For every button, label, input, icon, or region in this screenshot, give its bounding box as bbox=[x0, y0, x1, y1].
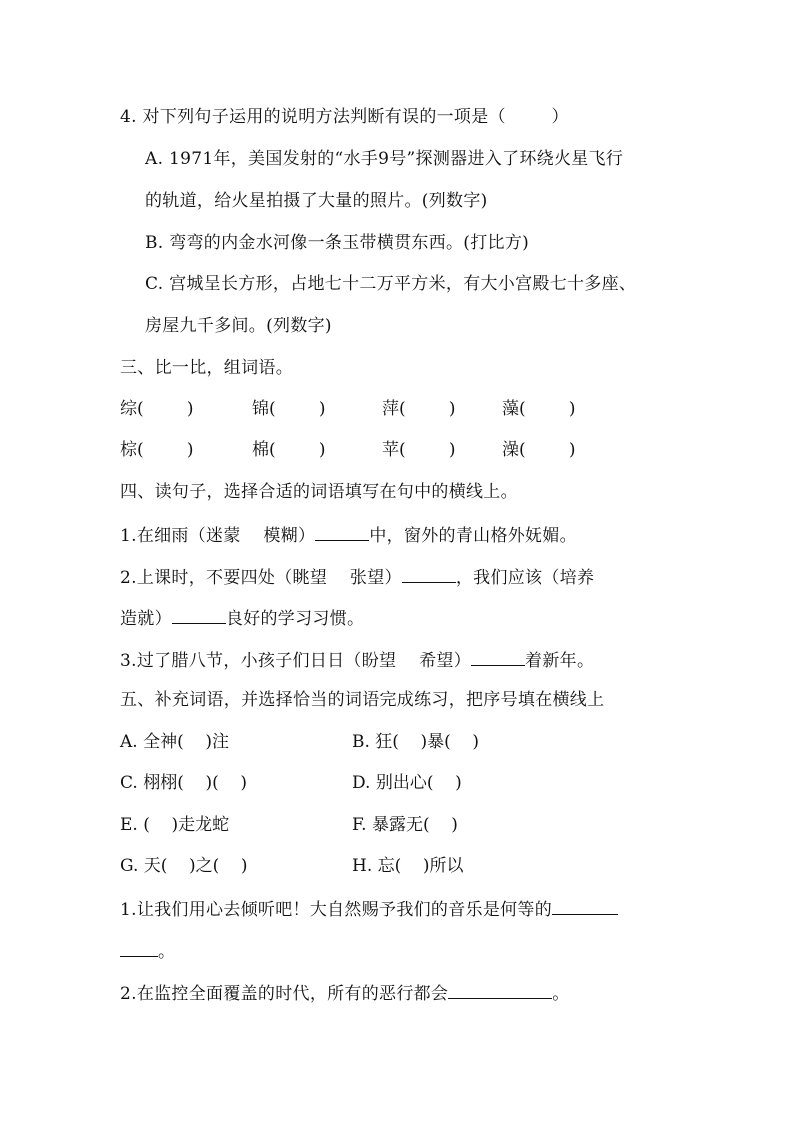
s4-sentence-3-start: 3.过了腊八节，小孩子们日日（盼望 希望） bbox=[120, 651, 472, 671]
s4-sentence-2-start: 2.上课时，不要四处（眺望 张望） bbox=[120, 568, 402, 588]
s5-question-1-end: 。 bbox=[158, 942, 176, 962]
s4-sentence-2-cont-start: 造就） bbox=[120, 609, 172, 629]
s5-question-1 bbox=[120, 897, 618, 921]
s4-sentence-1-start: 1.在细雨（迷蒙 模糊） bbox=[120, 526, 316, 546]
s5-question-2-text: 2.在监控全面覆盖的时代，所有的恶行都会 bbox=[120, 984, 449, 1004]
s4-sentence-3-end: 着新年。 bbox=[525, 651, 595, 671]
answer-blank[interactable] bbox=[172, 606, 226, 624]
answer-blank[interactable] bbox=[448, 981, 552, 999]
q4-option-c-line2: 房屋九千多间。(列数字) bbox=[145, 316, 332, 336]
idiom-option: B. 狂( )暴( ) bbox=[352, 732, 480, 752]
idiom-option: G. 天( )之( ) bbox=[120, 856, 248, 876]
word-pair-cell: 锦( ) bbox=[252, 399, 326, 419]
s4-sentence-3 bbox=[120, 648, 594, 672]
answer-blank[interactable] bbox=[471, 648, 525, 666]
word-pair-cell: 萍( ) bbox=[382, 399, 456, 419]
s4-sentence-1 bbox=[120, 523, 577, 547]
s5-question-1-text: 1.让我们用心去倾听吧！大自然赐予我们的音乐是何等的 bbox=[120, 900, 553, 920]
word-pair-cell: 综( ) bbox=[120, 399, 194, 419]
q4-option-a-line2: 的轨道，给火星拍摄了大量的照片。(列数字) bbox=[145, 191, 488, 211]
answer-blank[interactable] bbox=[315, 523, 369, 541]
answer-blank[interactable] bbox=[402, 565, 456, 583]
s5-question-2-end: 。 bbox=[552, 984, 570, 1004]
idiom-option: E. ( )走龙蛇 bbox=[120, 815, 230, 835]
section4-title: 四、读句子，选择合适的词语填写在句中的横线上。 bbox=[120, 482, 518, 502]
s4-sentence-2-cont-end: 良好的学习习惯。 bbox=[225, 609, 365, 629]
q4-option-b: B. 弯弯的内金水河像一条玉带横贯东西。(打比方) bbox=[145, 233, 530, 253]
q4-option-c-line1: C. 宫城呈长方形，占地七十二万平方米，有大小宫殿七十多座、 bbox=[145, 274, 637, 294]
q4-option-a-line1: A. 1971年，美国发射的“水手9号”探测器进入了环绕火星飞行 bbox=[145, 149, 624, 169]
idiom-option: H. 忘( )所以 bbox=[352, 856, 464, 876]
section5-title: 五、补充词语，并选择恰当的词语完成练习，把序号填在横线上 bbox=[120, 690, 605, 710]
word-pair-cell: 苹( ) bbox=[382, 440, 456, 460]
word-pair-cell: 澡( ) bbox=[502, 440, 576, 460]
s5-question-2 bbox=[120, 981, 570, 1005]
word-pair-cell: 棕( ) bbox=[120, 440, 194, 460]
s4-sentence-1-end: 中，窗外的青山格外妩媚。 bbox=[369, 526, 577, 546]
answer-blank[interactable] bbox=[120, 939, 158, 957]
idiom-option: D. 别出心( ) bbox=[352, 773, 462, 793]
s4-sentence-2-mid: ，我们应该（培养 bbox=[455, 568, 595, 588]
s4-sentence-2-cont bbox=[120, 606, 364, 630]
q4-stem: 4. 对下列句子运用的说明方法判断有误的一项是（ ） bbox=[120, 107, 569, 127]
idiom-option: C. 栩栩( )( ) bbox=[120, 773, 247, 793]
answer-blank[interactable] bbox=[552, 897, 618, 915]
s5-question-1-cont bbox=[120, 939, 175, 963]
idiom-option: A. 全神( )注 bbox=[120, 732, 229, 752]
word-pair-cell: 藻( ) bbox=[502, 399, 576, 419]
s4-sentence-2 bbox=[120, 565, 594, 589]
word-pair-cell: 棉( ) bbox=[252, 440, 326, 460]
section3-title: 三、比一比，组词语。 bbox=[120, 358, 293, 378]
idiom-option: F. 暴露无( ) bbox=[352, 815, 458, 835]
